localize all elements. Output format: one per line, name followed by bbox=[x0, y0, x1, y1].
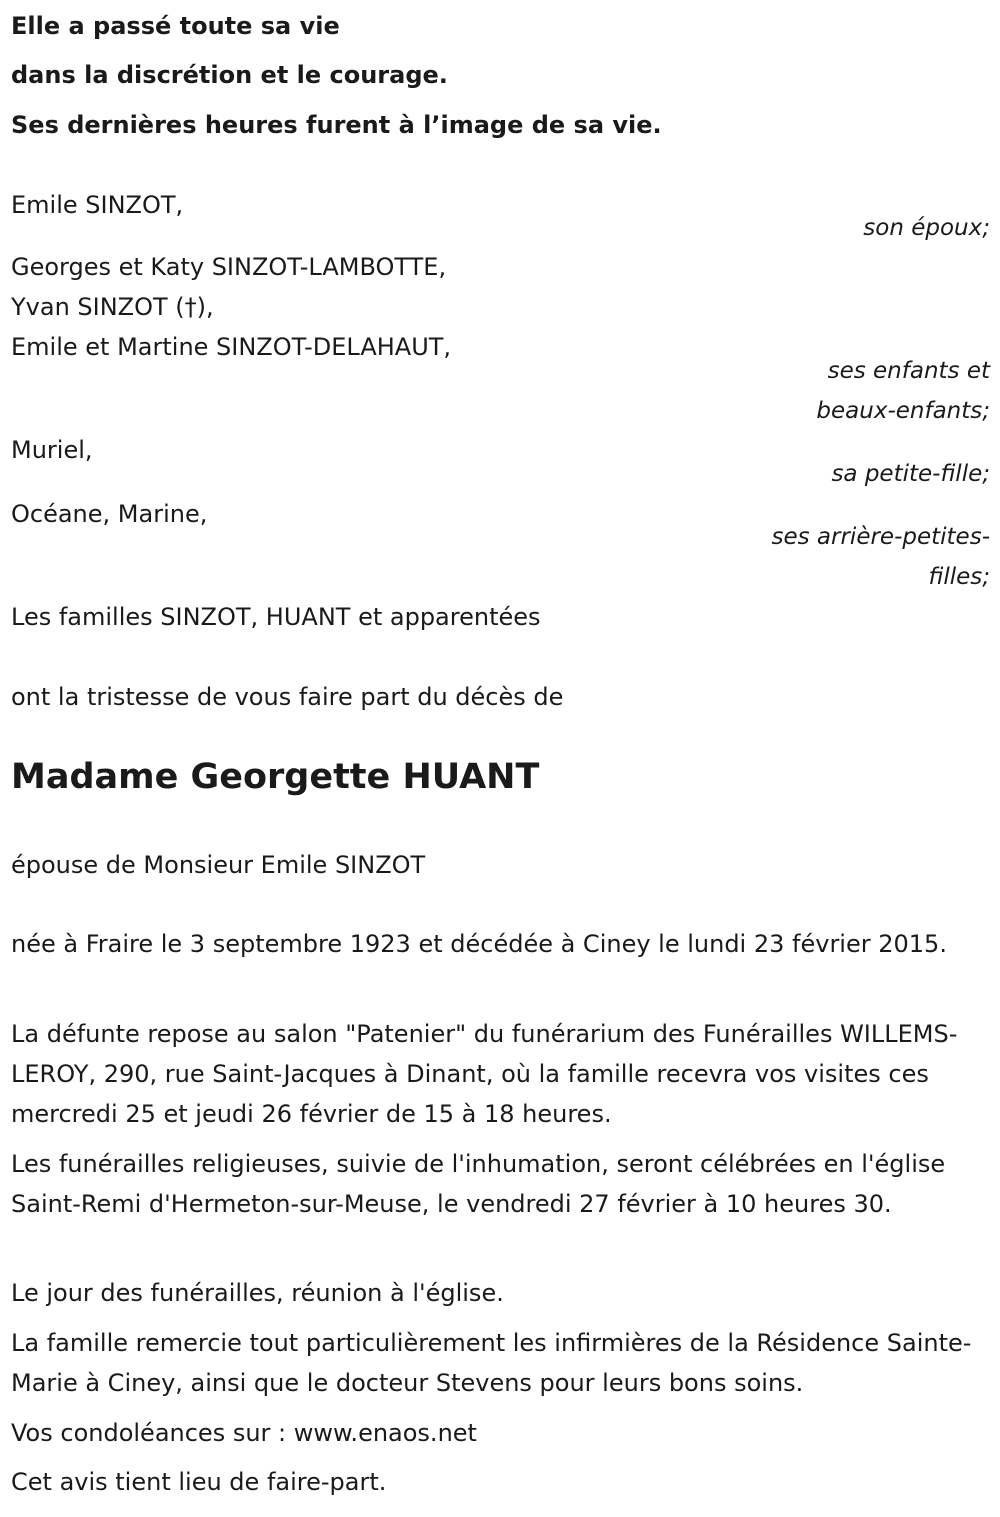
birth-death-paragraph: née à Fraire le 3 septembre 1923 et décédée à Ciney le lundi 23 février 2015. bbox=[11, 930, 947, 958]
families-line: Les familles SINZOT, HUANT et apparentées bbox=[11, 603, 541, 631]
child-2: Yvan SINZOT (†), bbox=[11, 293, 214, 321]
child-1: Georges et Katy SINZOT-LAMBOTTE, bbox=[11, 253, 447, 281]
great-grandchildren-role-line-2: filles; bbox=[928, 564, 990, 590]
meeting-paragraph: Le jour des funérailles, réunion à l'église. bbox=[11, 1279, 504, 1307]
children-role-line-1: ses enfants et bbox=[827, 358, 990, 384]
intro-line-2: dans la discrétion et le courage. bbox=[11, 61, 448, 89]
viewing-paragraph: La défunte repose au salon "Patenier" du funérarium des Funérailles WILLEMS-LEROY, 290, rue Saint-Jacques à Dinant, où la famille recevra vos visites ces mercredi 25 et jeudi 26 février de 15 à 18 heures. bbox=[11, 1020, 958, 1128]
grandchild-name: Muriel, bbox=[11, 436, 93, 464]
announcement-text: ont la tristesse de vous faire part du décès de bbox=[11, 683, 564, 711]
intro-line-3: Ses dernières heures furent à l’image de sa vie. bbox=[11, 111, 662, 139]
child-3: Emile et Martine SINZOT-DELAHAUT, bbox=[11, 333, 452, 361]
grandchild-role: sa petite-fille; bbox=[831, 461, 990, 487]
spouse-of-line: épouse de Monsieur Emile SINZOT bbox=[11, 851, 426, 879]
intro-line-1: Elle a passé toute sa vie bbox=[11, 12, 340, 40]
condolences-line: Vos condoléances sur : www.enaos.net bbox=[11, 1419, 477, 1447]
funeral-paragraph: Les funérailles religieuses, suivie de l'inhumation, seront célébrées en l'église Saint-Remi d'Hermeton-sur-Meuse, le vendredi 27 février à 10 heures 30. bbox=[11, 1150, 946, 1218]
notice-line: Cet avis tient lieu de faire-part. bbox=[11, 1468, 387, 1496]
thanks-paragraph: La famille remercie tout particulièrement les infirmières de la Résidence Sainte-Marie à Ciney, ainsi que le docteur Stevens pour leurs bons soins. bbox=[11, 1329, 972, 1397]
spouse-name: Emile SINZOT, bbox=[11, 191, 184, 219]
spouse-role: son époux; bbox=[863, 215, 990, 241]
deceased-name: Madame Georgette HUANT bbox=[11, 757, 540, 797]
children-role-line-2: beaux-enfants; bbox=[816, 398, 990, 424]
great-grandchildren-role-line-1: ses arrière-petites- bbox=[771, 524, 990, 550]
great-grandchildren-names: Océane, Marine, bbox=[11, 500, 208, 528]
